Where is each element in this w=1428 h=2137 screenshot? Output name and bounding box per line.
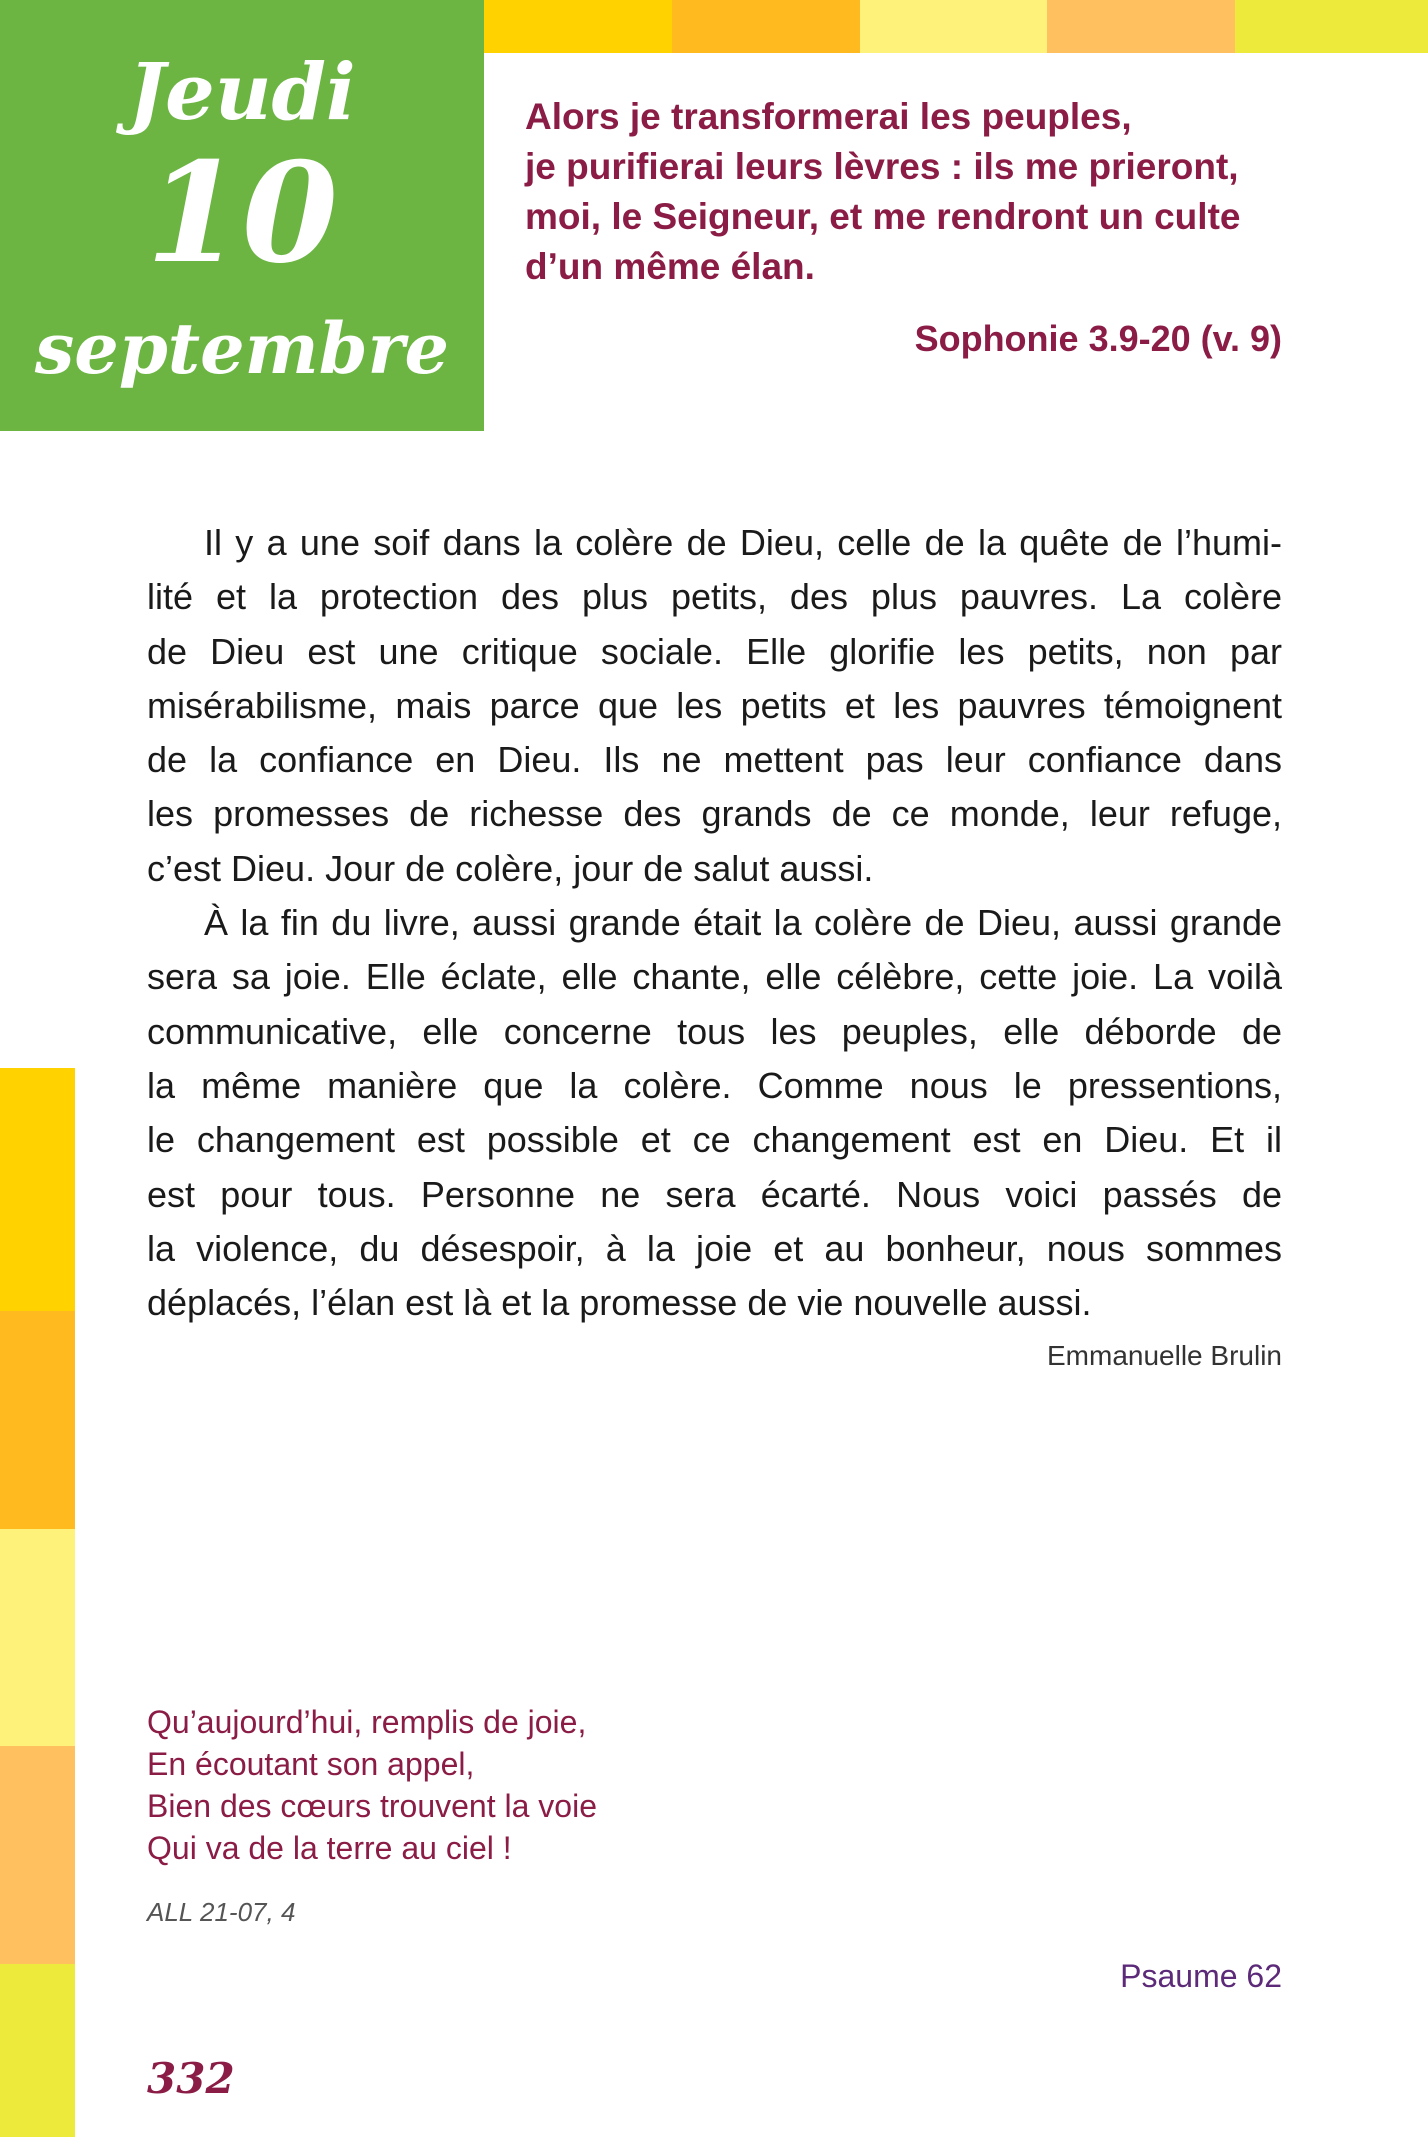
- verse-line: Alors je transformerai les peuples,: [525, 96, 1132, 137]
- top-strip-orange: [672, 0, 860, 53]
- hymn-line: Bien des cœurs trouvent la voie: [147, 1788, 597, 1824]
- body-line: de la confiance en Dieu. Ils ne mettent pas leur confiance dans: [147, 739, 1282, 781]
- side-strip-peach: [0, 1746, 75, 1964]
- date-block: [0, 0, 484, 431]
- body-line: la violence, du désespoir, à la joie et au bonheur, nous sommes: [147, 1227, 1282, 1269]
- hymn-line: Qu’aujourd’hui, remplis de joie,: [147, 1704, 587, 1740]
- date-weekday: Jeudi: [128, 47, 356, 138]
- body-line: communicative, elle concerne tous les peuples, elle déborde de: [147, 1010, 1282, 1052]
- body-line: lité et la protection des plus petits, des plus pauvres. La colère: [147, 576, 1282, 618]
- body-line: de Dieu est une critique sociale. Elle glorifie les petits, non par: [147, 630, 1282, 672]
- body-line: À la fin du livre, aussi grande était la colère de Dieu, aussi grande: [204, 902, 1282, 944]
- verse-reference: Sophonie 3.9-20 (v. 9): [914, 318, 1282, 359]
- side-strip-pale-yellow: [0, 1529, 75, 1746]
- body-line: les promesses de richesse des grands de ce monde, leur refuge,: [147, 793, 1282, 835]
- body-line: la même manière que la colère. Comme nous le pressentions,: [147, 1064, 1282, 1106]
- hymn-line: En écoutant son appel,: [147, 1746, 475, 1782]
- hymn-stanza: [147, 1701, 847, 1869]
- top-strip-pale-yellow: [860, 0, 1047, 53]
- date-month: septembre: [34, 307, 450, 390]
- body-line: est pour tous. Personne ne sera écarté. Nous voici passés de: [147, 1173, 1282, 1215]
- author-name: Emmanuelle Brulin: [1047, 1340, 1282, 1371]
- top-strip-peach: [1047, 0, 1235, 53]
- body-line: sera sa joie. Elle éclate, elle chante, elle célèbre, cette joie. La voilà: [147, 956, 1282, 998]
- verse-line: moi, le Seigneur, et me rendront un culte: [525, 196, 1241, 237]
- date-day: 10: [145, 131, 339, 294]
- verse-line: d’un même élan.: [525, 246, 815, 287]
- body-line: le changement est possible et ce changement est en Dieu. Et il: [147, 1119, 1282, 1161]
- side-strip-orange: [0, 1311, 75, 1529]
- body-line: misérabilisme, mais parce que les petits et les pauvres témoignent: [147, 684, 1282, 726]
- side-strip-yellow: [0, 1068, 75, 1311]
- hymn-reference: ALL 21-07, 4: [147, 1897, 296, 1927]
- page-number: 332: [147, 2054, 235, 2103]
- bible-verse: [525, 92, 1315, 292]
- meditation-text: [147, 516, 1282, 1330]
- top-strip-yellow: [484, 0, 672, 53]
- top-strip-lime: [1235, 0, 1428, 53]
- hymn-line: Qui va de la terre au ciel !: [147, 1830, 512, 1866]
- side-strip-lime: [0, 1964, 75, 2137]
- body-line: c’est Dieu. Jour de colère, jour de salut aussi.: [147, 847, 874, 889]
- psalm-reference: Psaume 62: [1120, 1958, 1282, 1994]
- verse-line: je purifierai leurs lèvres : ils me prieront,: [525, 146, 1239, 187]
- body-line: Il y a une soif dans la colère de Dieu, celle de la quête de l’humi-: [204, 522, 1282, 563]
- body-line: déplacés, l’élan est là et la promesse de vie nouvelle aussi.: [147, 1282, 1092, 1324]
